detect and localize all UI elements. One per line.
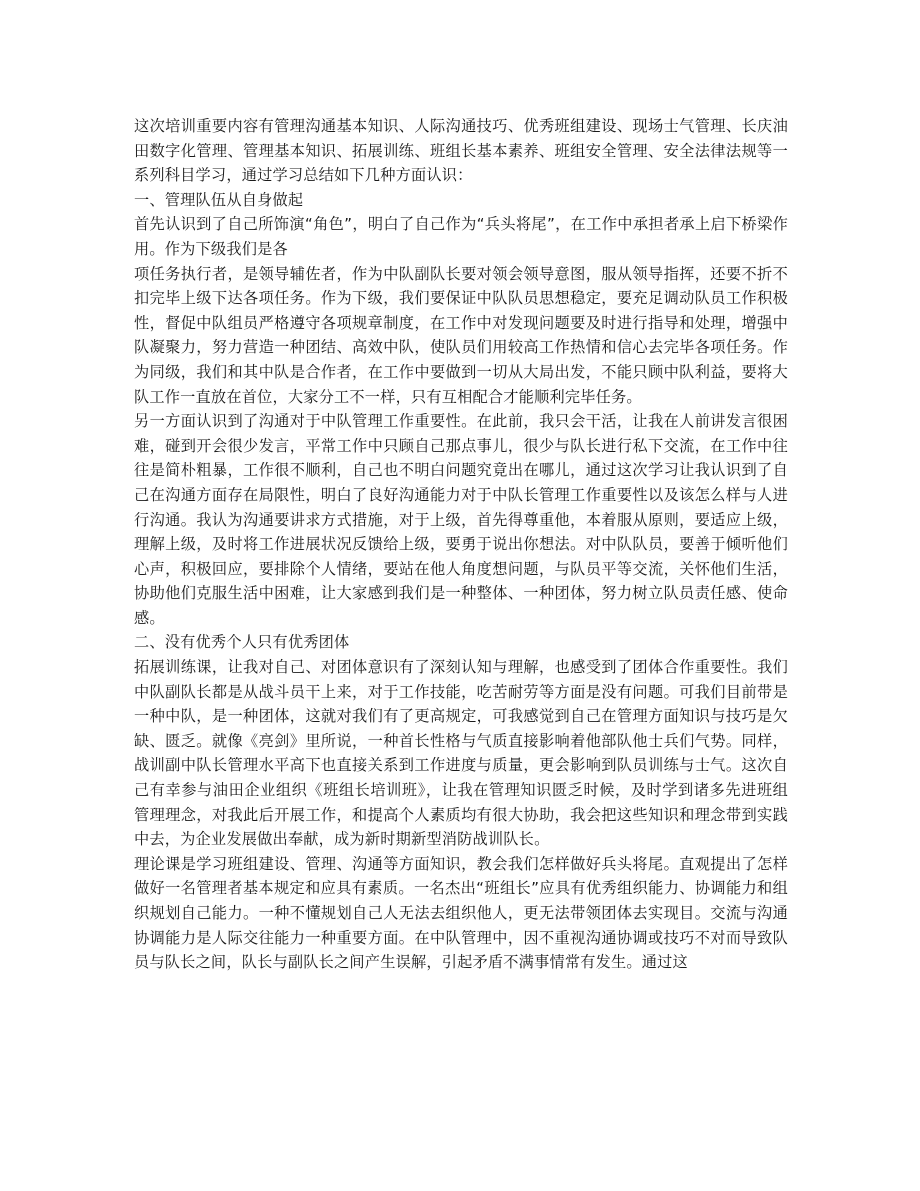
paragraph-team-training: 拓展训练课，让我对自己、对团体意识有了深刻认知与理解，也感受到了团体合作重要性。我们中队副队长都是从战斗员干上来，对于工作技能，吃苦耐劳等方面是没有问题。可我们目前带是一种中队，是一种团体，这就对我们有了更高规定，可我感觉到自己在管理方面知识与技巧是欠缺、匮乏。就像《亮剑》里所说，一种首长性格与气质直接影响着他部队他士兵们气势。同样，战训副中队长管理水平高下也直接关系到工作进度与质量，更会影响到队员训练与士气。这次自己有幸参与油田企业组织《班组长培训班》，让我在管理知识匮乏时候，及时学到诸多先进班组管理理念，对我此后开展工作，和提高个人素质均有很大协助，我会把这些知识和理念带到实践中去，为企业发展做出奉献，成为新时期新型消防战训队长。	[134, 658, 788, 849]
paragraph-communication: 另一方面认识到了沟通对于中队管理工作重要性。在此前，我只会干活，让我在人前讲发言很困难，碰到开会很少发言，平常工作中只顾自己那点事儿，很少与队长进行私下交流，在工作中往往是简朴粗暴，工作很不顺利，自己也不明白问题究竟出在哪儿，通过这次学习让我认识到了自己在沟通方面存在局限性，明白了良好沟通能力对于中队长管理工作重要性以及该怎么样与人进行沟通。我认为沟通要讲求方式措施，对于上级，首先得尊重他，本着服从原则，要适应上级，理解上级，及时将工作进展状况反馈给上级，要勇于说出你想法。对中队队员，要善于倾听他们心声，积极回应，要排除个人情绪，要站在他人角度想问题，与队员平等交流，关怀他们生活，协助他们克服生活中困难，让大家感到我们是一种整体、一种团体，努力树立队员责任感、使命感。	[134, 412, 788, 627]
section-heading-2: 二、没有优秀个人只有优秀团体	[134, 633, 350, 652]
document-body	[134, 114, 788, 975]
paragraph-theory: 理论课是学习班组建设、管理、沟通等方面知识，教会我们怎样做好兵头将尾。直观提出了怎样做好一名管理者基本规定和应具有素质。一名杰出“班组长”应具有优秀组织能力、协调能力和组织规划自己能力。一种不懂规划自己人无法去组织他人，更无法带领团体去实现目。交流与沟通协调能力是人际交往能力一种重要方面。在中队管理中，因不重视沟通协调或技巧不对而导致队员与队长之间，队长与副队长之间产生误解，引起矛盾不满事情常有发生。通过这	[134, 854, 788, 972]
paragraph-intro: 这次培训重要内容有管理沟通基本知识、人际沟通技巧、优秀班组建设、现场士气管理、长庆油田数字化管理、管理基本知识、拓展训练、班组长基本素养、班组安全管理、安全法律法规等一系列科目学习，通过学习总结如下几种方面认识：	[134, 117, 788, 185]
paragraph-tasks: 项任务执行者，是领导辅佐者，作为中队副队长要对领会领导意图，服从领导指挥，还要不折不扣完毕上级下达各项任务。作为下级，我们要保证中队队员思想稳定，要充足调动队员工作积极性，督促中队组员严格遵守各项规章制度，在工作中对发现问题要及时进行指导和处理，增强中队凝聚力，努力营造一种团结、高效中队，使队员们用较高工作热情和信心去完毕各项任务。作为同级，我们和其中队是合作者，在工作中要做到一切从大局出发，不能只顾中队利益，要将大队工作一直放在首位，大家分工不一样，只有互相配合才能顺利完毕任务。	[134, 264, 788, 406]
section-heading-1: 一、管理队伍从自身做起	[134, 190, 304, 209]
paragraph-role: 首先认识到了自己所饰演“角色”，明白了自己作为“兵头将尾”，在工作中承担者承上启下桥梁作用。作为下级我们是各	[134, 215, 788, 258]
